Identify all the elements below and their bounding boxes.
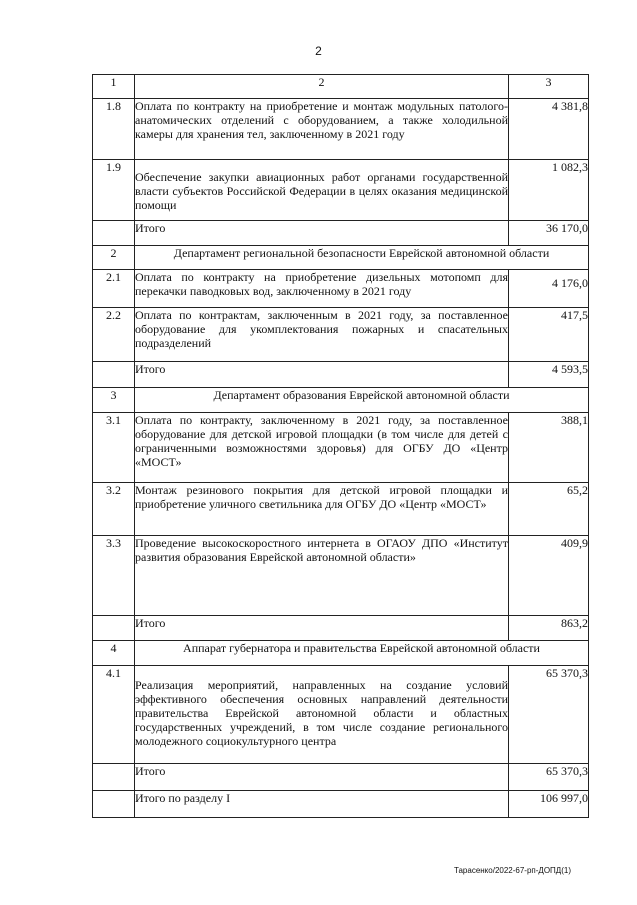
section-total-amount: 106 997,0 xyxy=(509,791,589,818)
page-number: 2 xyxy=(315,44,322,58)
table-row xyxy=(93,308,589,362)
section-total-row xyxy=(93,791,589,818)
subtotal-row xyxy=(93,221,589,246)
header-col-3: 3 xyxy=(509,75,589,99)
row-description: Оплата по контрактам, заключенным в 2021 году, за поставленное оборудование для укомплектования пожарных и спасательных подразделений xyxy=(135,308,509,362)
section-title: Департамент региональной безопасности Еврейской автономной области xyxy=(135,246,589,270)
section-title: Департамент образования Еврейской автономной области xyxy=(135,388,589,413)
table-row xyxy=(93,413,589,483)
subtotal-amount: 36 170,0 xyxy=(509,221,589,246)
section-total-label: Итого по разделу I xyxy=(135,791,509,818)
section-row xyxy=(93,246,589,270)
row-description: Реализация мероприятий, направленных на создание условий эффективного обеспечения основных направлений деятельности правительства Еврейской автономной области и областных государственных учреждений, в том числе создание регионального молодежного социокультурного центра xyxy=(135,666,509,764)
document-code: Тарасенко/2022-67-рп-ДОПД(1) xyxy=(453,866,571,875)
row-amount: 4 176,0 xyxy=(509,270,589,308)
subtotal-label: Итого xyxy=(135,362,509,388)
row-amount: 388,1 xyxy=(509,413,589,483)
table-row xyxy=(93,536,589,616)
row-description: Оплата по контракту на приобретение дизельных мотопомп для перекачки паводковых вод, заключенному в 2021 году xyxy=(135,270,509,308)
subtotal-label: Итого xyxy=(135,221,509,246)
row-number: 3.2 xyxy=(93,483,135,536)
row-number: 1.9 xyxy=(93,160,135,221)
row-description: Монтаж резинового покрытия для детской игровой площадки и приобретение уличного светильника для ОГБУ ДО «Центр «МОСТ» xyxy=(135,483,509,536)
table-row xyxy=(93,160,589,221)
header-col-1: 1 xyxy=(93,75,135,99)
row-number: 4.1 xyxy=(93,666,135,764)
subtotal-amount: 65 370,3 xyxy=(509,764,589,791)
section-number: 4 xyxy=(93,641,135,666)
section-row xyxy=(93,641,589,666)
row-number: 2.1 xyxy=(93,270,135,308)
subtotal-row xyxy=(93,362,589,388)
row-description: Оплата по контракту, заключенному в 2021 году, за поставленное оборудование для детской игровой площадки (в том числе для детей с ограниченными возможностями здоровья) для ОГБУ ДО «Центр «МОСТ» xyxy=(135,413,509,483)
section-row xyxy=(93,388,589,413)
row-number: 3.3 xyxy=(93,536,135,616)
section-number: 2 xyxy=(93,246,135,270)
row-number: 1.8 xyxy=(93,99,135,160)
budget-table xyxy=(92,74,589,818)
row-description: Проведение высокоскоростного интернета в ОГАОУ ДПО «Институт развития образования Еврейской автономной области» xyxy=(135,536,509,616)
row-description: Оплата по контракту на приобретение и монтаж модульных патолого-анатомических отделений с оборудованием, а также холодильной камеры для хранения тел, заключенному в 2021 году xyxy=(135,99,509,160)
row-amount: 65 370,3 xyxy=(509,666,589,764)
row-amount: 417,5 xyxy=(509,308,589,362)
row-number xyxy=(93,764,135,791)
header-col-2: 2 xyxy=(135,75,509,99)
row-description: Обеспечение закупки авиационных работ органами государственной власти субъектов Российской Федерации в целях оказания медицинской помощи xyxy=(135,160,509,221)
row-number xyxy=(93,791,135,818)
row-number: 3.1 xyxy=(93,413,135,483)
subtotal-label: Итого xyxy=(135,764,509,791)
row-amount: 409,9 xyxy=(509,536,589,616)
table-header-row xyxy=(93,75,589,99)
row-number xyxy=(93,362,135,388)
table-row xyxy=(93,270,589,308)
row-amount: 65,2 xyxy=(509,483,589,536)
subtotal-amount: 863,2 xyxy=(509,616,589,641)
subtotal-row xyxy=(93,616,589,641)
section-title: Аппарат губернатора и правительства Еврейской автономной области xyxy=(135,641,589,666)
row-number xyxy=(93,221,135,246)
table-row xyxy=(93,99,589,160)
row-amount: 4 381,8 xyxy=(509,99,589,160)
subtotal-amount: 4 593,5 xyxy=(509,362,589,388)
row-number: 2.2 xyxy=(93,308,135,362)
row-amount: 1 082,3 xyxy=(509,160,589,221)
table-row xyxy=(93,666,589,764)
table-row xyxy=(93,483,589,536)
subtotal-label: Итого xyxy=(135,616,509,641)
section-number: 3 xyxy=(93,388,135,413)
subtotal-row xyxy=(93,764,589,791)
row-number xyxy=(93,616,135,641)
